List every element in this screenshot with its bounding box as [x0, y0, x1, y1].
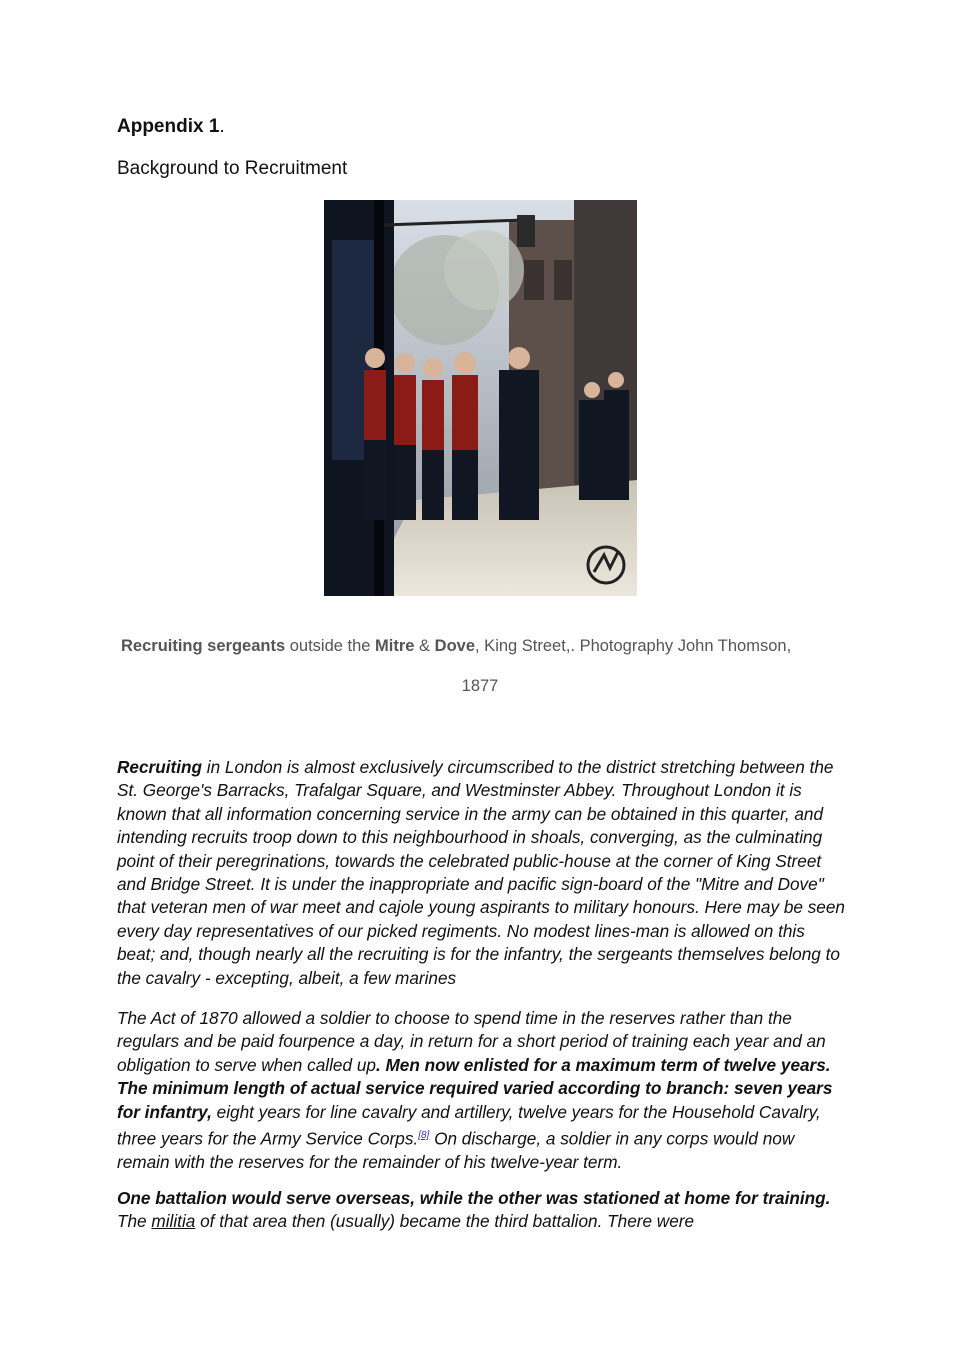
para2-part4: On discharge, a soldier in any corps would now remain with the reserves for the remainder of his twelve-year term.: [117, 1128, 795, 1173]
para1-lead: Recruiting: [117, 757, 202, 777]
appendix-heading-bold: Appendix 1: [117, 116, 220, 137]
paragraph-recruiting: [117, 756, 847, 990]
caption-year: 1877: [461, 677, 499, 695]
paragraph-act-1870: [117, 1007, 847, 1175]
caption-bold-5: Dove: [434, 637, 476, 655]
appendix-heading-suffix: .: [219, 116, 225, 137]
caption-bold-1: Recruiting sergeants: [121, 637, 286, 655]
para2-bold: . Men now enlisted for a maximum term of twelve years. The minimum length of actual service required varied according to branch: seven years for infantry,: [117, 1054, 833, 1122]
militia-link[interactable]: militia: [151, 1211, 196, 1232]
caption-text-4: &: [414, 637, 435, 655]
appendix-heading: [117, 116, 225, 138]
para3-bold: One battalion would serve overseas, while the other was stationed at home for training.: [117, 1188, 831, 1208]
caption-text-6: , King Street,. Photography John Thomson,: [475, 637, 792, 655]
caption-bold-3: Mitre: [375, 637, 415, 655]
photo-caption: [121, 637, 841, 656]
recruiting-photo-image: [324, 200, 637, 596]
footnote-ref-8[interactable]: [8]: [418, 1130, 430, 1142]
para3-part3: of that area then (usually) became the third battalion. There were: [195, 1211, 695, 1232]
section-title: Background to Recruitment: [117, 158, 348, 179]
para2-part3: eight years for line cavalry and artillery, twelve years for the Household Cavalry, three years for the Army Service Corps.: [117, 1101, 821, 1149]
caption-text-2: outside the: [285, 637, 376, 655]
paragraph-battalion: [117, 1187, 847, 1234]
para1-body: in London is almost exclusively circumscribed to the district stretching between the St. George's Barracks, Trafalgar Square, and Westminster Abbey. Throughout London it is known that all information concerning service in the army can be obtained in this quarter, and intending recruits troop down to this neighbourhood in shoals, converging, as the culminating point of their peregrinations, towards the celebrated public-house at the corner of King Street and Bridge Street. It is under the inappropriate and pacific sign-board of the "Mitre and Dove" that veteran men of war meet and cajole young aspirants to military honours. Here may be seen every day representatives of our picked regiments. No modest lines-man is allowed on this beat; and, though nearly all the recruiting is for the infantry, the sergeants themselves belong to the cavalry - excepting, albeit, a few marines: [117, 757, 845, 988]
para2-part1: The Act of 1870 allowed a soldier to choose to spend time in the reserves rather than the regulars and be paid fourpence a day, in return for a short period of training each year and an obligation to serve when called up: [117, 1008, 826, 1075]
photo-illustration: [324, 200, 637, 596]
para3-part2: The: [117, 1211, 152, 1232]
